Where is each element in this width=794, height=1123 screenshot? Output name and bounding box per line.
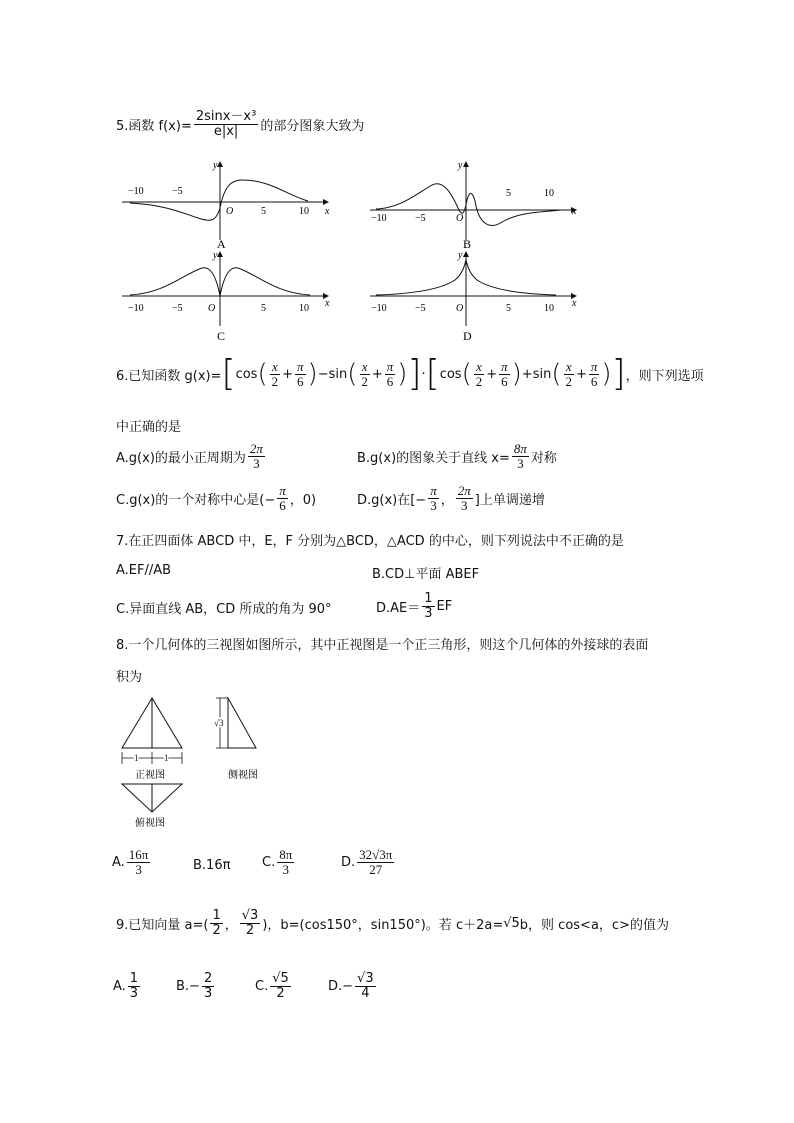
q6-lparen-4: ( [551,359,562,389]
q9-a1-frac: 1 2 [212,908,221,938]
graph-c-tick-neg5: −5 [172,303,183,314]
q6-plus-3: + [486,366,498,382]
q6-plus-1: + [282,366,294,382]
q6-cos-1: cos [235,366,258,382]
front-dim-1b: 1 [164,753,169,763]
q8-stem-line1: 8.一个几何体的三视图如图所示，其中正视图是一个正三角形，则这个几何体的外接球的表面 [116,638,649,653]
q6-stem-suffix: ，则下列选项 [625,368,704,384]
q6-plus-4: + [521,366,533,382]
front-view-label: 正视图 [135,770,165,781]
graph-b-tick-10: 10 [544,188,554,199]
q6-lparen-2: ( [347,359,358,389]
graph-d-label: D [463,329,472,343]
graph-a-label: A [217,237,226,251]
q6-option-c-text: C.g(x)的一个对称中心是(− [116,492,276,508]
q8-option-c-frac: 8π 3 [279,847,293,877]
q6-frac-pi6-4: $\frac{\pi}{6}$ [590,358,598,389]
graph-b-label: B [463,237,472,251]
q6-option-b [357,442,557,470]
q8-option-d-text: D. [341,854,356,870]
q5-graphs [110,150,590,345]
graph-b-curve [376,184,562,226]
q9-stem-prefix: 9.已知向量 a=( [116,917,209,933]
q6-frac-x2-3: x 2 [475,358,483,389]
side-view [214,698,258,781]
q7-option-d-frac: 1 3 [424,591,433,621]
q9-comma: ， [224,917,238,933]
q6-lbracket-2: [ [425,353,440,394]
graph-a-tick-10: 10 [299,206,309,217]
q9-option-b-text: B.− [176,978,200,994]
q9-option-d-text: D.− [328,978,354,994]
q6-rparen-1: ) [307,359,318,389]
graph-d-tick-10: 10 [544,303,554,314]
q6-frac-pi6-2: $\frac{\pi}{6}$ [386,358,394,389]
q6-option-a-frac: 2π 3 [249,441,263,471]
graph-c-label: C [217,329,226,343]
graph-b-yaxis: y [458,160,463,171]
q5-stem [116,110,364,138]
graph-d [370,250,577,343]
q6-lparen-3: ( [461,359,472,389]
q6-stem-prefix: 6.已知函数 g(x)= [116,368,222,384]
q8-option-c [262,848,296,876]
q9-option-d-frac: $\frac{√3}{4}$ [357,971,374,1001]
q6-option-d-text: D.g(x)在[− [357,492,427,508]
q6-lbracket-1: [ [221,353,236,394]
q6-option-d-frac1: $\frac{\pi}{3}$ [430,483,437,513]
q6-option-c-suffix: ，0) [289,492,317,508]
graph-a-tick-neg10: −10 [128,186,144,197]
graph-b-tick-5: 5 [506,188,511,199]
q6-option-c-frac: $\frac{\pi}{6}$ [279,483,286,513]
q6-rparen-3: ) [511,359,522,389]
q6-stem-line2: 中正确的是 [116,420,182,435]
graph-c-xaxis: x [325,298,330,309]
graph-c-tick-5: 5 [261,303,266,314]
q5-denominator: e|x| [213,123,239,139]
q8-option-b: B.16π [193,858,231,873]
q6-option-b-suffix: 对称 [530,450,557,466]
q6-lparen-1: ( [257,359,268,389]
q7-stem: 7.在正四面体 ABCD 中，E，F 分别为△BCD，△ACD 的中心，则下列说法中不正确的是 [116,534,624,549]
graph-d-xaxis: x [572,298,577,309]
graph-a-xaxis: x [325,206,330,217]
q6-option-a-text: A.g(x)的最小正周期为 [116,450,246,466]
q8-three-views [116,692,266,832]
q6-option-b-frac: $\frac{8\pi}{3}$ [513,441,527,471]
q9-option-b-frac: $\frac{2}{3}$ [203,971,213,1001]
q7-option-d-text: D.AE＝ [376,600,421,616]
q6-frac-x2-4: x 2 [565,358,572,389]
graph-a-tick-5: 5 [261,206,266,217]
graph-b-xaxis: x [572,206,577,217]
graph-b-origin: O [456,213,464,224]
q9-stem-suffix: b，则 cos<a，c>的值为 [519,917,669,933]
q6-option-d-frac2: 2π 3 [457,483,471,513]
q9-option-c-text: C. [255,978,269,994]
q7-option-d-suffix: EF [436,598,453,614]
q8-option-d [341,848,396,876]
q6-sin-2: sin [532,366,552,382]
graph-a-tick-neg5: −5 [172,186,183,197]
graph-b-tick-neg10: −10 [371,213,387,224]
top-view-label: 俯视图 [135,818,165,829]
q9-option-a [113,972,142,1000]
q6-plus-5: + [575,366,587,382]
graph-a-curve [130,180,308,220]
front-view [122,698,182,781]
q6-plus-2: + [371,366,383,382]
q6-rparen-2: ) [397,359,408,389]
q6-option-b-text: B.g(x)的图象关于直线 x= [357,450,510,466]
graph-a-origin: O [226,206,234,217]
q9-option-a-text: A. [113,978,126,994]
q9-stem [116,909,669,937]
q6-rbracket-2: ] [611,353,626,394]
q9-a2-frac: √3 2 [241,908,259,938]
q6-option-a [116,442,267,470]
q5-stem-suffix: 的部分图象大致为 [260,118,365,134]
q6-frac-x2-2: x 2 [361,358,368,389]
graph-c [122,250,330,343]
q6-dot: · [421,366,426,382]
q8-stem-line2: 积为 [116,670,143,685]
graph-a-yaxis: y [213,160,218,171]
graph-c-tick-10: 10 [299,303,309,314]
q8-option-a-text: A. [112,854,125,870]
q5-numerator: 2sinx－x³ [195,109,257,124]
q8-option-d-frac: 32√3π 27 [359,847,393,877]
q7-option-a: A.EF//AB [116,563,172,578]
q6-option-d [357,484,545,512]
graph-c-tick-neg10: −10 [128,303,144,314]
q6-frac-x2-1: x 2 [271,358,279,389]
q9-option-c [255,972,293,1000]
q8-option-a-frac: 16π 3 [128,847,149,877]
side-dim-sqrt3: √3 [214,718,224,728]
graph-d-tick-5: 5 [506,303,511,314]
graph-d-yaxis: y [458,250,463,261]
q9-option-b [176,972,216,1000]
q6-sin-1: sin [328,366,348,382]
graph-a [122,160,330,251]
q7-option-c: C.异面直线 AB，CD 所成的角为 90° [116,602,332,617]
q6-frac-pi6-1: $\frac{\pi}{6}$ [297,358,304,389]
graph-b [370,160,577,251]
q9-option-c-frac: √5 2 [272,971,289,1001]
q5-stem-prefix: 5.函数 f(x)= [116,118,192,134]
graph-d-origin: O [456,303,464,314]
graph-d-tick-neg5: −5 [415,303,426,314]
q6-frac-pi6-3: $\frac{\pi}{6}$ [501,358,508,389]
q6-option-d-suffix: ]上单调递增 [474,492,545,508]
graph-b-tick-neg5: −5 [415,213,426,224]
side-view-label: 侧视图 [228,770,258,781]
q8-option-a [112,848,152,876]
q6-minus-1: − [317,366,329,382]
q6-option-c [116,484,316,512]
q7-option-d [376,592,452,620]
q9-stem-mid: )，b=(cos150°，sin150°)。若 c＋2a= [262,917,504,933]
q9-option-d [328,972,378,1000]
q6-cos-2: cos [439,366,462,382]
top-view [122,784,182,829]
graph-d-tick-neg10: −10 [371,303,387,314]
q6-rbracket-1: ] [407,353,422,394]
q6-option-d-comma: ， [440,492,454,508]
q5-fraction [194,110,259,138]
q6-rparen-4: ) [601,359,612,389]
q9-sqrt5: √5 [503,915,520,931]
graph-c-yaxis: y [213,250,218,261]
q9-option-a-frac: 1 3 [129,971,139,1001]
q6-stem [116,353,704,394]
graph-c-origin: O [208,303,216,314]
q8-option-c-text: C. [262,854,276,870]
q7-option-b: B.CD⊥平面 ABEF [372,567,480,582]
front-dim-1a: 1 [134,753,139,763]
